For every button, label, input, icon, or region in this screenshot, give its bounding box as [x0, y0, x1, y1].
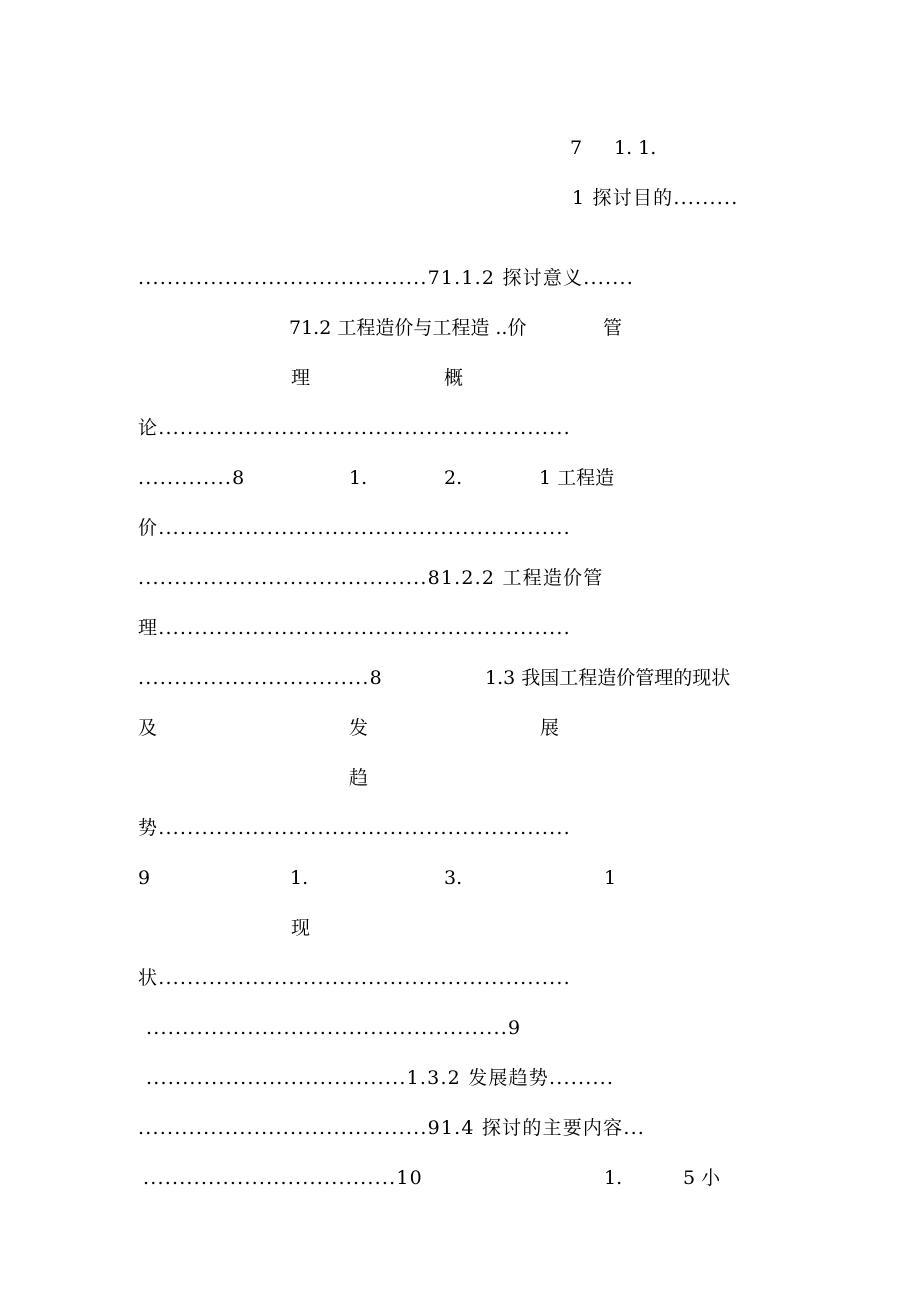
toc-section-number: 1.: [349, 467, 368, 489]
toc-section-number: 1. 1.: [614, 137, 657, 159]
toc-entry-status-and-trend: 1.3 我国工程造价管理的现状: [485, 667, 731, 689]
toc-section-number: 3.: [444, 867, 463, 889]
toc-text-fragment: 管: [603, 317, 623, 339]
toc-text-fragment: 概: [444, 367, 464, 389]
toc-leader-line: 状.........................................................: [138, 967, 571, 989]
toc-section-number: 2.: [444, 467, 463, 489]
toc-entry-development-trend: ....................................1.3.2 发展趋势.........: [146, 1067, 615, 1089]
toc-leader-line: 价.........................................................: [138, 517, 571, 539]
toc-leader-line: .............8: [138, 467, 246, 489]
toc-entry-research-significance: ........................................71.1.2 探讨意义.......: [138, 267, 634, 289]
toc-leader-line: ..................................................9: [146, 1017, 522, 1039]
toc-section-number: 1.: [604, 1167, 623, 1189]
toc-leader-line: 势.........................................................: [138, 817, 571, 839]
toc-page-number: 7: [570, 137, 583, 159]
toc-text-fragment: 趋: [349, 767, 369, 789]
toc-section-number: 1: [604, 867, 617, 889]
toc-text-fragment: 展: [540, 717, 560, 739]
toc-entry-cost-management-overview: 71.2 工程造价与工程造 ..价: [289, 317, 527, 339]
toc-entry-cost-management: ........................................81.2.2 工程造价管: [138, 567, 604, 589]
toc-entry-engineering-cost: 1 工程造: [539, 467, 615, 489]
toc-section-number: 1.: [290, 867, 309, 889]
toc-leader-line: 论.........................................................: [138, 417, 571, 439]
toc-leader-line: ................................8: [138, 667, 383, 689]
toc-text-fragment: 发: [349, 717, 369, 739]
toc-leader-line: 理.........................................................: [138, 617, 571, 639]
toc-text-fragment: 及: [138, 717, 158, 739]
toc-leader-line: ...................................10: [143, 1167, 423, 1189]
toc-entry-main-content: ........................................91.4 探讨的主要内容...: [138, 1117, 646, 1139]
toc-entry-research-purpose: 1 探讨目的.........: [572, 187, 739, 209]
toc-entry-summary: 5 小: [683, 1167, 721, 1189]
toc-text-fragment: 理: [291, 367, 311, 389]
toc-page-number: 9: [138, 867, 151, 889]
toc-text-fragment: 现: [291, 917, 311, 939]
